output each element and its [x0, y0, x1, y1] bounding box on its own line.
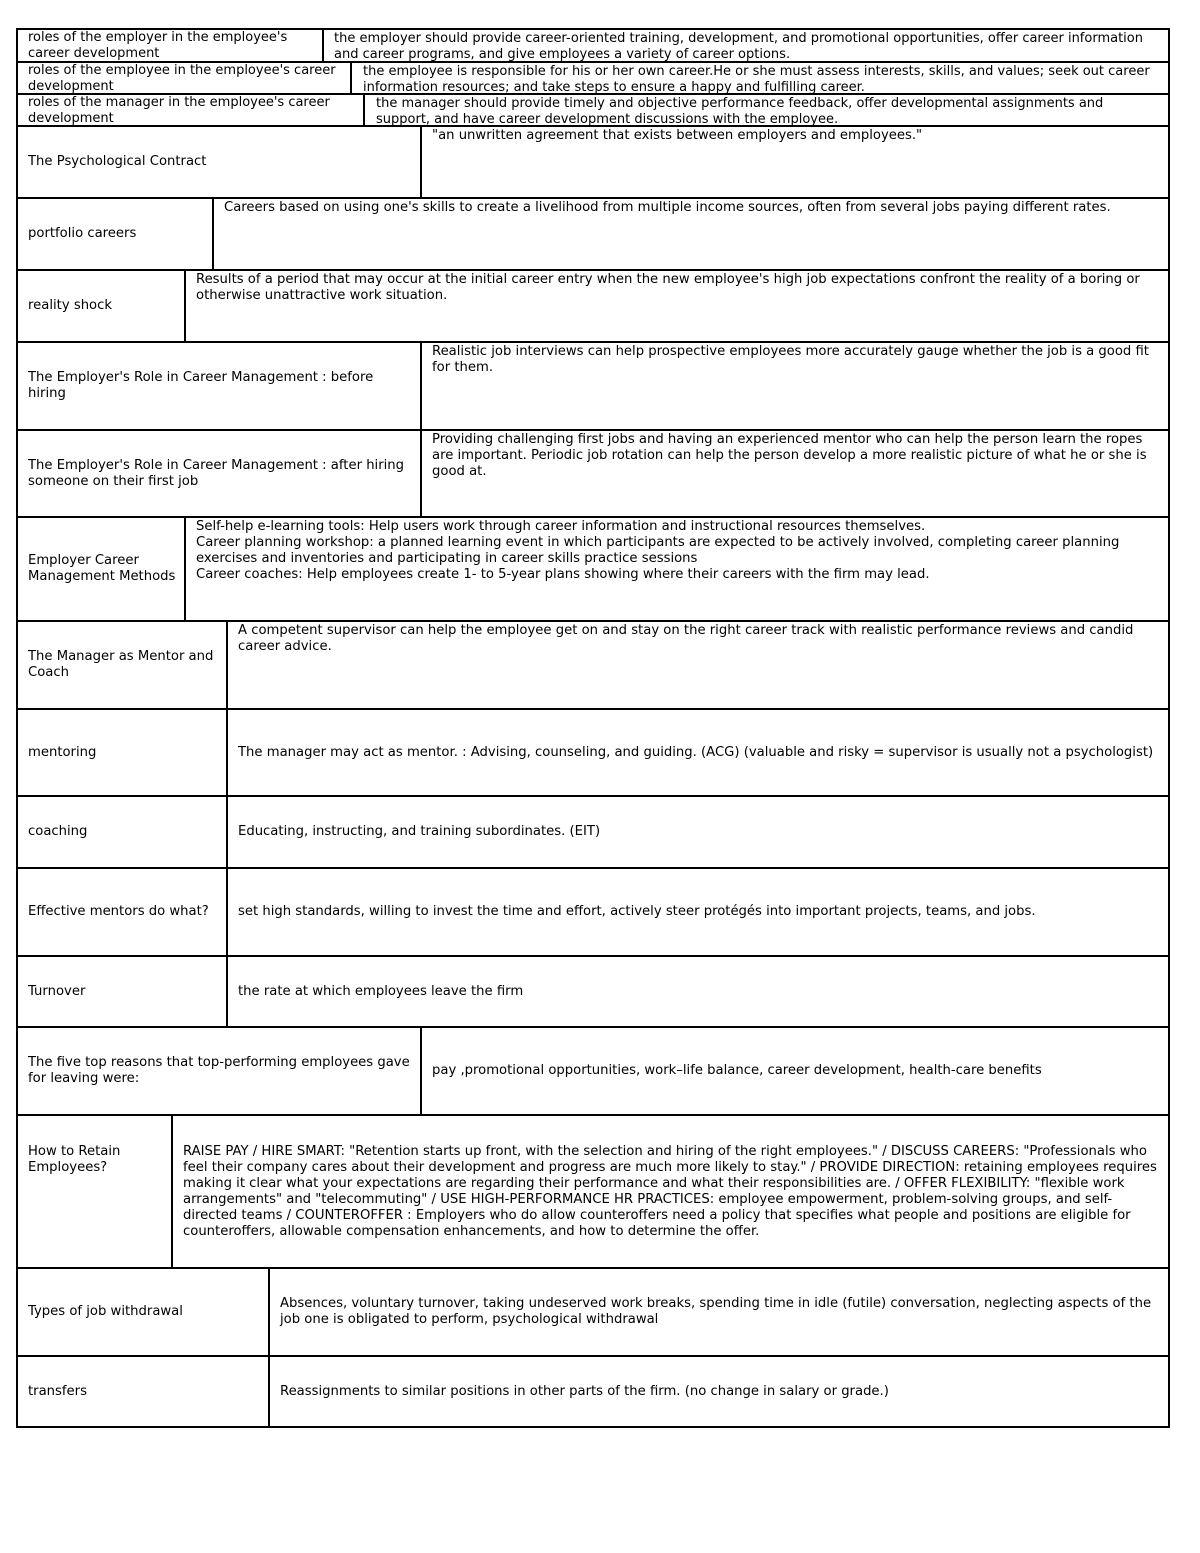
- flashcard-table: [16, 28, 1170, 1428]
- card-row: [16, 1114, 1170, 1267]
- card-row: [16, 28, 1170, 61]
- card-row: [16, 197, 1170, 269]
- card-row: [16, 1355, 1170, 1428]
- card-term: roles of the manager in the employee's career development: [18, 95, 365, 125]
- card-term: The Manager as Mentor and Coach: [18, 622, 228, 708]
- card-definition: Reassignments to similar positions in other parts of the firm. (no change in salary or grade.): [280, 1383, 889, 1399]
- card-definition: Careers based on using one's skills to create a livelihood from multiple income sources, often from several jobs paying different rates.: [224, 200, 1111, 215]
- card-term: transfers: [18, 1357, 270, 1426]
- card-definition: the rate at which employees leave the firm: [238, 983, 524, 999]
- card-definition: pay ,promotional opportunities, work–life balance, career development, health-care benefits: [432, 1063, 1042, 1078]
- card-definition: "an unwritten agreement that exists between employers and employees.": [432, 128, 923, 143]
- card-term: The Employer's Role in Career Management : after hiring someone on their first job: [18, 431, 422, 516]
- card-term: Employer Career Management Methods: [18, 518, 186, 620]
- card-row: [16, 61, 1170, 93]
- card-term: The Psychological Contract: [18, 127, 422, 197]
- card-row: [16, 620, 1170, 708]
- card-definition: the employee is responsible for his or her own career.He or she must assess interests, skills, and values; seek out career information resources; and take steps to ensure a happy and fulfilling career.: [363, 64, 1154, 95]
- card-term: portfolio careers: [18, 199, 214, 269]
- card-row: [16, 125, 1170, 197]
- card-row: [16, 955, 1170, 1026]
- card-definition: the employer should provide career-oriented training, development, and promotional opportunities, offer career information and career programs, and give employees a variety of career options.: [334, 31, 1148, 62]
- card-definition: Self-help e-learning tools: Help users work through career information and instructional resources themselves. Career planning workshop: a planned learning event in which participants are expected to be actively involved, completing career planning exercises and inventories and participating in career skills practice sessions Career coaches: Help employees create 1- to 5-year plans showing where their careers with the firm may lead.: [196, 519, 1120, 582]
- card-definition: set high standards, willing to invest the time and effort, actively steer protégés into important projects, teams, and jobs.: [238, 904, 1036, 919]
- card-term: Effective mentors do what?: [18, 869, 228, 955]
- card-definition: the manager should provide timely and objective performance feedback, offer developmental assignments and support, and have career development discussions with the employee.: [376, 96, 1108, 127]
- card-row: [16, 708, 1170, 795]
- card-term: Types of job withdrawal: [18, 1269, 270, 1355]
- card-row: [16, 269, 1170, 341]
- card-row: [16, 429, 1170, 516]
- card-row: [16, 867, 1170, 955]
- card-definition: Absences, voluntary turnover, taking undeserved work breaks, spending time in idle (futile) conversation, neglecting aspects of the job one is obligated to perform, psychological withdrawal: [280, 1296, 1156, 1327]
- card-row: [16, 795, 1170, 867]
- card-definition: Providing challenging first jobs and having an experienced mentor who can help the person learn the ropes are important. Periodic job rotation can help the person develop a more realistic picture of what he or she is good at.: [432, 432, 1151, 479]
- card-term: Turnover: [18, 957, 228, 1026]
- card-term: coaching: [18, 797, 228, 867]
- card-term: How to Retain Employees?: [18, 1116, 173, 1267]
- card-term: The Employer's Role in Career Management : before hiring: [18, 343, 422, 429]
- card-term: reality shock: [18, 271, 186, 341]
- card-definition: Realistic job interviews can help prospective employees more accurately gauge whether the job is a good fit for them.: [432, 344, 1154, 375]
- card-term: roles of the employee in the employee's career development: [18, 63, 352, 93]
- card-row: [16, 341, 1170, 429]
- card-definition: The manager may act as mentor. : Advising, counseling, and guiding. (ACG) (valuable and risky = supervisor is usually not a psychologist): [238, 744, 1154, 760]
- card-row: [16, 1026, 1170, 1114]
- card-definition: Educating, instructing, and training subordinates. (EIT): [238, 824, 601, 839]
- card-row: [16, 93, 1170, 125]
- card-row: [16, 516, 1170, 620]
- card-term: roles of the employer in the employee's career development: [18, 30, 324, 61]
- card-definition: RAISE PAY / HIRE SMART: "Retention starts up front, with the selection and hiring of the right employees." / DISCUSS CAREERS: "Professionals who feel their company cares about their development and progress are much more likely to stay." / PROVIDE DIRECTION: retaining employees requires making it clear what your expectations are regarding their performance and what their responsibilities are. / OFFER FLEXIBILITY: "flexible work arrangements" and "telecommuting" / USE HIGH-PERFORMANCE HR PRACTICES: employee empowerment, problem-solving groups, and self-directed teams / COUNTEROFFER : Employers who do allow counteroffers need a policy that specifies what people and positions are eligible for counteroffers, allowable compensation enhancements, and how to determine the offer.: [183, 1144, 1162, 1239]
- card-term: mentoring: [18, 710, 228, 795]
- card-term: The five top reasons that top-performing employees gave for leaving were:: [18, 1028, 422, 1114]
- card-definition: A competent supervisor can help the employee get on and stay on the right career track with realistic performance reviews and candid career advice.: [238, 623, 1138, 654]
- card-definition: Results of a period that may occur at the initial career entry when the new employee's high job expectations confront the reality of a boring or otherwise unattractive work situation.: [196, 272, 1145, 303]
- card-row: [16, 1267, 1170, 1355]
